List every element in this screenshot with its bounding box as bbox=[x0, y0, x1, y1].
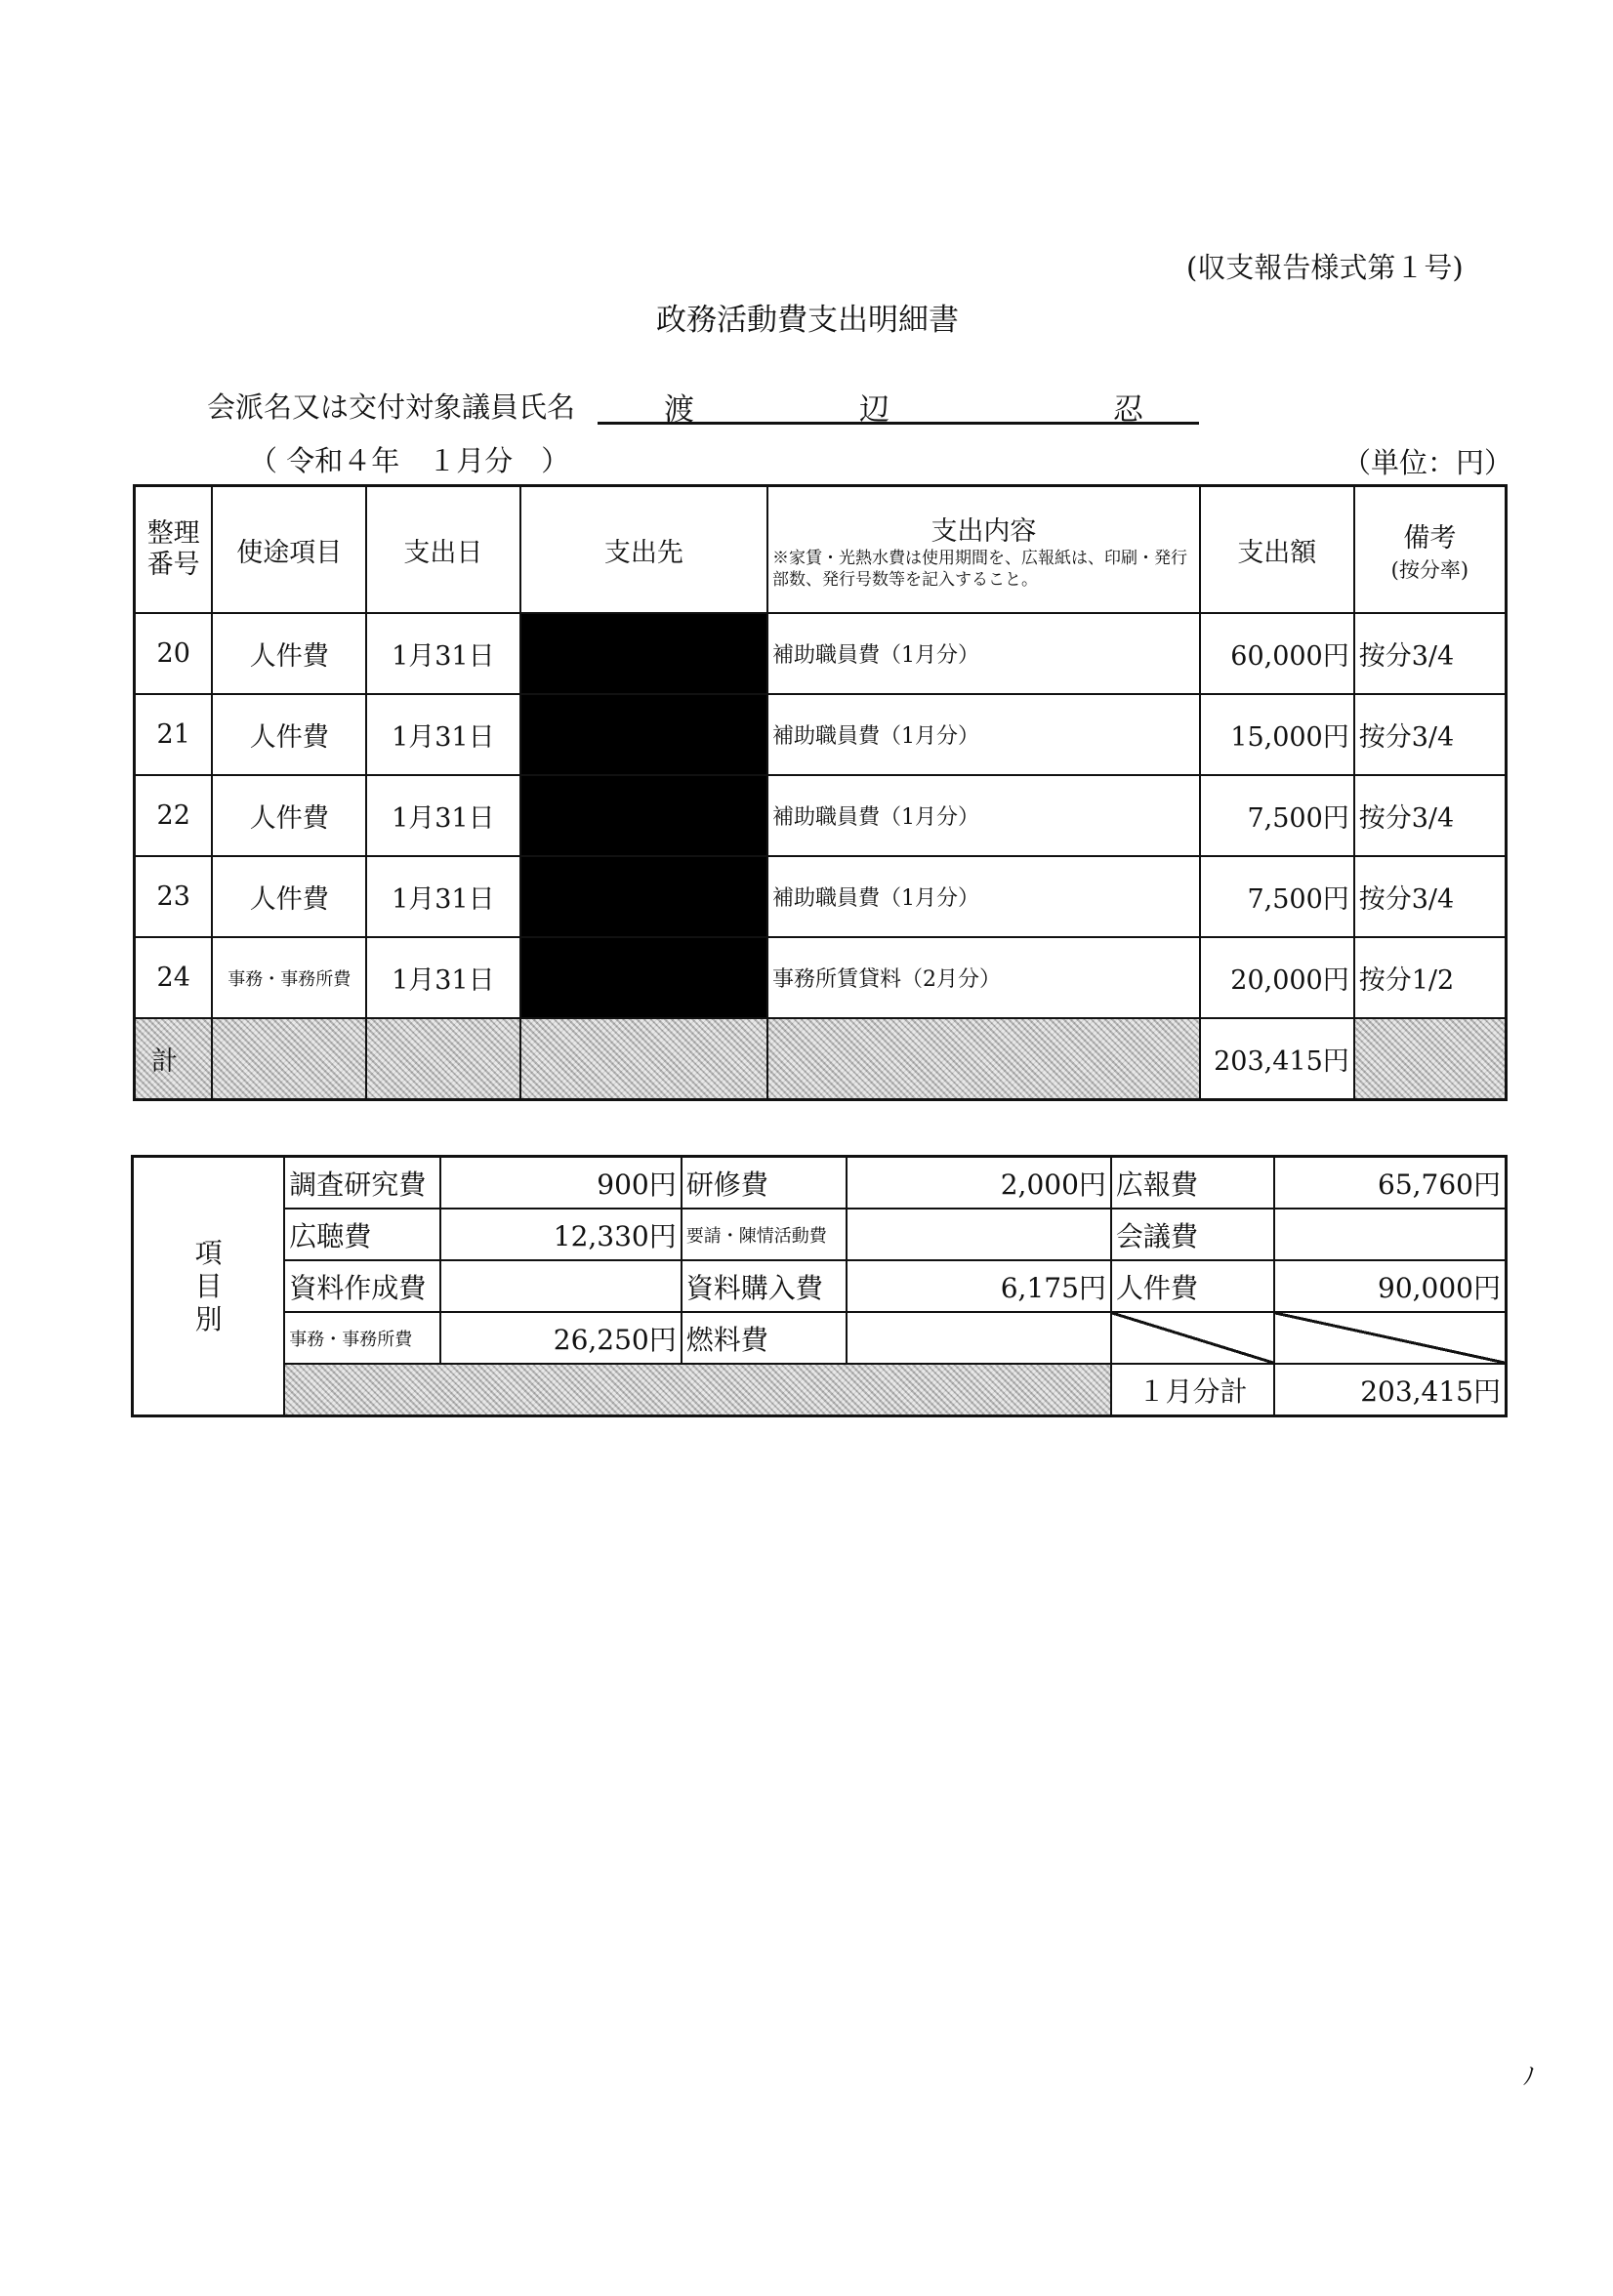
cell-date: 1月31日 bbox=[366, 937, 520, 1018]
header-remarks bbox=[1354, 486, 1507, 614]
cell-content: 補助職員費（1月分） bbox=[767, 856, 1200, 937]
header-remarks-label: 備考 bbox=[1403, 522, 1457, 554]
summary-value bbox=[440, 1260, 682, 1312]
cell-content: 補助職員費（1月分） bbox=[767, 775, 1200, 856]
cell-no: 21 bbox=[135, 694, 213, 775]
unit-label: （単位：円） bbox=[1343, 446, 1513, 479]
member-name-part: 辺 bbox=[859, 392, 889, 428]
cell-category: 人件費 bbox=[212, 613, 366, 694]
summary-label: 広聴費 bbox=[284, 1209, 439, 1260]
summary-value: 900円 bbox=[440, 1157, 682, 1210]
month-total-value: 203,415円 bbox=[1274, 1364, 1506, 1416]
header-no: 整理番号 bbox=[135, 486, 213, 614]
cell-no: 24 bbox=[135, 937, 213, 1018]
cell-amount: 7,500円 bbox=[1200, 856, 1354, 937]
cell-content: 補助職員費（1月分） bbox=[767, 694, 1200, 775]
summary-value bbox=[847, 1312, 1111, 1364]
summary-value bbox=[847, 1209, 1111, 1260]
cell-amount: 20,000円 bbox=[1200, 937, 1354, 1018]
diagonal-cell bbox=[1274, 1312, 1506, 1364]
category-label-char: 項 bbox=[194, 1236, 223, 1269]
summary-label: 燃料費 bbox=[682, 1312, 847, 1364]
cell-no: 20 bbox=[135, 613, 213, 694]
member-label: 会派名又は交付対象議員氏名 bbox=[207, 390, 576, 424]
summary-label: 会議費 bbox=[1111, 1209, 1274, 1260]
summary-total-row bbox=[133, 1364, 1507, 1416]
shaded-cell bbox=[212, 1018, 366, 1100]
month-total-label: １月分計 bbox=[1111, 1364, 1274, 1416]
table-row bbox=[135, 694, 1507, 775]
category-summary-table bbox=[131, 1155, 1508, 1417]
header-payee: 支出先 bbox=[520, 486, 767, 614]
table-row bbox=[135, 613, 1507, 694]
summary-label: 人件費 bbox=[1111, 1260, 1274, 1312]
cell-category: 人件費 bbox=[212, 856, 366, 937]
cell-date: 1月31日 bbox=[366, 613, 520, 694]
summary-label: 広報費 bbox=[1111, 1157, 1274, 1210]
cell-payee-redacted bbox=[520, 613, 767, 694]
shaded-cell bbox=[1354, 1018, 1507, 1100]
total-label: 計 bbox=[135, 1018, 213, 1100]
total-amount: 203,415円 bbox=[1200, 1018, 1354, 1100]
header-content-label: 支出内容 bbox=[931, 515, 1037, 547]
cell-date: 1月31日 bbox=[366, 775, 520, 856]
shaded-cell bbox=[366, 1018, 520, 1100]
cell-amount: 60,000円 bbox=[1200, 613, 1354, 694]
table-row bbox=[135, 775, 1507, 856]
cell-content: 事務所賃貸料（2月分） bbox=[767, 937, 1200, 1018]
cell-no: 22 bbox=[135, 775, 213, 856]
shaded-cell bbox=[767, 1018, 1200, 1100]
header-category: 使途項目 bbox=[212, 486, 366, 614]
header-remarks-sub: (按分率) bbox=[1390, 557, 1469, 582]
cell-remarks: 按分3/4 bbox=[1354, 694, 1507, 775]
summary-row bbox=[133, 1312, 1507, 1364]
shaded-cell bbox=[284, 1364, 1111, 1416]
summary-row bbox=[133, 1157, 1507, 1210]
cell-date: 1月31日 bbox=[366, 856, 520, 937]
member-name bbox=[598, 383, 1199, 428]
summary-value: 2,000円 bbox=[847, 1157, 1111, 1210]
summary-row bbox=[133, 1260, 1507, 1312]
cell-remarks: 按分3/4 bbox=[1354, 613, 1507, 694]
expenditure-table bbox=[133, 484, 1508, 1101]
cell-content: 補助職員費（1月分） bbox=[767, 613, 1200, 694]
table-row bbox=[135, 856, 1507, 937]
cell-category: 人件費 bbox=[212, 775, 366, 856]
cell-date: 1月31日 bbox=[366, 694, 520, 775]
cell-payee-redacted bbox=[520, 856, 767, 937]
shaded-cell bbox=[520, 1018, 767, 1100]
summary-label: 資料購入費 bbox=[682, 1260, 847, 1312]
cell-no: 23 bbox=[135, 856, 213, 937]
document-title: 政務活動費支出明細書 bbox=[656, 303, 959, 338]
cell-payee-redacted bbox=[520, 694, 767, 775]
summary-value: 65,760円 bbox=[1274, 1157, 1506, 1210]
margin-mark: ﾉ bbox=[1523, 2063, 1535, 2090]
summary-label: 資料作成費 bbox=[284, 1260, 439, 1312]
category-label bbox=[133, 1157, 285, 1416]
header-date: 支出日 bbox=[366, 486, 520, 614]
summary-label: 要請・陳情活動費 bbox=[682, 1209, 847, 1260]
cell-remarks: 按分1/2 bbox=[1354, 937, 1507, 1018]
table-row bbox=[135, 937, 1507, 1018]
cell-payee-redacted bbox=[520, 937, 767, 1018]
summary-label: 調査研究費 bbox=[284, 1157, 439, 1210]
form-number: (収支報告様式第１号) bbox=[1186, 251, 1464, 284]
reporting-period: （ 令和４年 １月分 ） bbox=[249, 444, 570, 477]
diagonal-cell bbox=[1111, 1312, 1274, 1364]
cell-amount: 7,500円 bbox=[1200, 775, 1354, 856]
summary-label: 事務・事務所費 bbox=[284, 1312, 439, 1364]
header-amount: 支出額 bbox=[1200, 486, 1354, 614]
summary-value bbox=[1274, 1209, 1506, 1260]
summary-value: 26,250円 bbox=[440, 1312, 682, 1364]
member-name-part: 渡 bbox=[664, 392, 694, 428]
cell-amount: 15,000円 bbox=[1200, 694, 1354, 775]
cell-remarks: 按分3/4 bbox=[1354, 856, 1507, 937]
summary-row bbox=[133, 1209, 1507, 1260]
summary-label: 研修費 bbox=[682, 1157, 847, 1210]
summary-value: 90,000円 bbox=[1274, 1260, 1506, 1312]
member-name-part: 忍 bbox=[1113, 392, 1143, 428]
cell-category: 事務・事務所費 bbox=[212, 937, 366, 1018]
header-content bbox=[767, 486, 1200, 614]
header-content-note: ※家賃・光熱水費は使用期間を、広報紙は、印刷・発行部数、発行号数等を記入すること。 bbox=[772, 548, 1188, 590]
total-row bbox=[135, 1018, 1507, 1100]
category-label-char: 目 bbox=[194, 1269, 223, 1302]
table-header-row bbox=[135, 486, 1507, 614]
summary-value: 12,330円 bbox=[440, 1209, 682, 1260]
cell-remarks: 按分3/4 bbox=[1354, 775, 1507, 856]
summary-value: 6,175円 bbox=[847, 1260, 1111, 1312]
cell-payee-redacted bbox=[520, 775, 767, 856]
category-label-char: 別 bbox=[194, 1302, 223, 1335]
cell-category: 人件費 bbox=[212, 694, 366, 775]
